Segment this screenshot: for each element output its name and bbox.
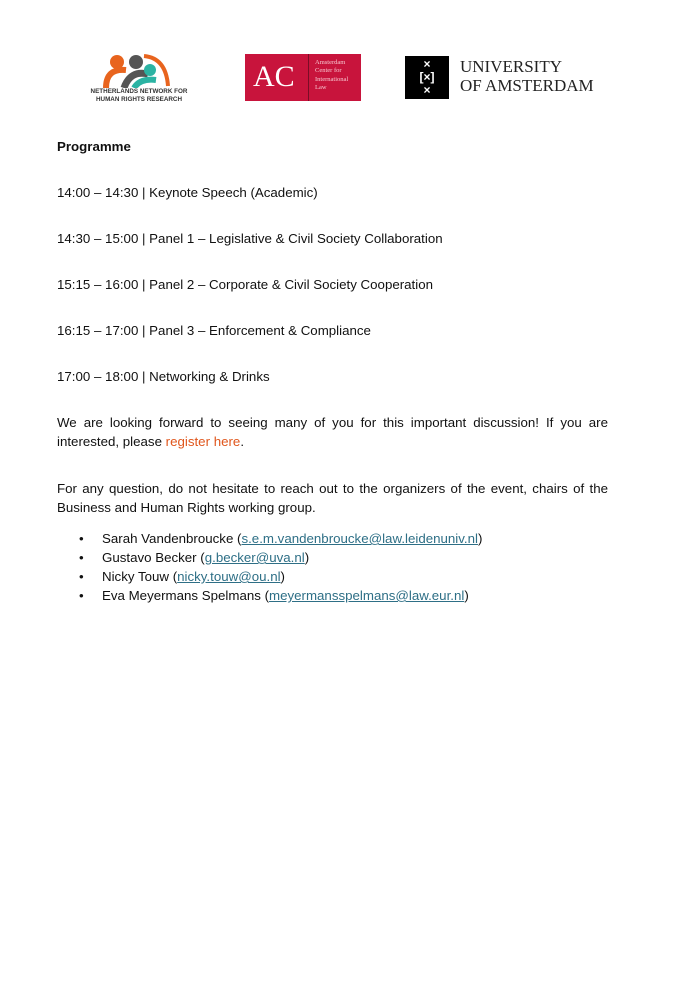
uva-line: OF AMSTERDAM xyxy=(460,76,594,95)
programme-item: 14:00 – 14:30 | Keynote Speech (Academic) xyxy=(57,185,318,200)
contact-name: Sarah Vandenbroucke xyxy=(102,531,234,546)
register-link[interactable]: register here xyxy=(165,434,241,449)
acil-line: Amsterdam xyxy=(315,59,346,66)
list-item: • Eva Meyermans Spelmans (meyermansspelmans@law.eur.nl) xyxy=(57,586,482,605)
uva-wordmark xyxy=(460,57,594,95)
uva-line: UNIVERSITY xyxy=(460,57,562,76)
acil-text xyxy=(315,59,348,92)
invite-end: . xyxy=(240,434,245,449)
contact-paragraph: For any question, do not hesitate to reach out to the organizers of the event, chairs of the Business and Human Rights working group. xyxy=(57,481,608,515)
programme-item: 17:00 – 18:00 | Networking & Drinks xyxy=(57,369,270,384)
acil-line: Center for xyxy=(315,67,342,75)
acil-mark: AC xyxy=(253,60,295,93)
invite-text: We are looking forward to seeing many of you for this important discussion! If you are interested, please xyxy=(57,415,608,449)
programme-item: 16:15 – 17:00 | Panel 3 – Enforcement & Compliance xyxy=(57,323,371,338)
email-link[interactable]: g.becker@uva.nl xyxy=(204,550,305,565)
people-icon xyxy=(84,52,194,88)
programme-heading: Programme xyxy=(57,139,131,154)
nnhrr-text: NETHERLANDS NETWORK FOR HUMAN RIGHTS RESEARCH xyxy=(90,88,188,103)
contact-name: Gustavo Becker xyxy=(102,550,197,565)
logo-row xyxy=(0,52,688,104)
nnhrr-logo xyxy=(84,52,194,108)
list-item: • Sarah Vandenbroucke (s.e.m.vandenbroucke@law.leidenuniv.nl) xyxy=(57,529,482,548)
invite-paragraph xyxy=(57,413,608,451)
list-item: • Gustavo Becker (g.becker@uva.nl) xyxy=(57,548,482,567)
email-link[interactable]: nicky.touw@ou.nl xyxy=(177,569,281,584)
list-item: • Nicky Touw (nicky.touw@ou.nl) xyxy=(57,567,482,586)
email-link[interactable]: meyermansspelmans@law.eur.nl xyxy=(269,588,465,603)
contact-name: Nicky Touw xyxy=(102,569,169,584)
programme-item: 14:30 – 15:00 | Panel 1 – Legislative & Civil Society Collaboration xyxy=(57,231,443,246)
programme-item: 15:15 – 16:00 | Panel 2 – Corporate & Civil Society Cooperation xyxy=(57,277,433,292)
contact-list xyxy=(57,529,482,605)
acil-line: Law xyxy=(315,83,327,91)
acil-line: International xyxy=(315,75,349,83)
divider xyxy=(308,54,309,101)
uva-crest-icon: × [×] × xyxy=(405,56,449,99)
email-link[interactable]: s.e.m.vandenbroucke@law.leidenuniv.nl xyxy=(241,531,478,546)
acil-logo xyxy=(245,54,361,101)
contact-name: Eva Meyermans Spelmans xyxy=(102,588,261,603)
